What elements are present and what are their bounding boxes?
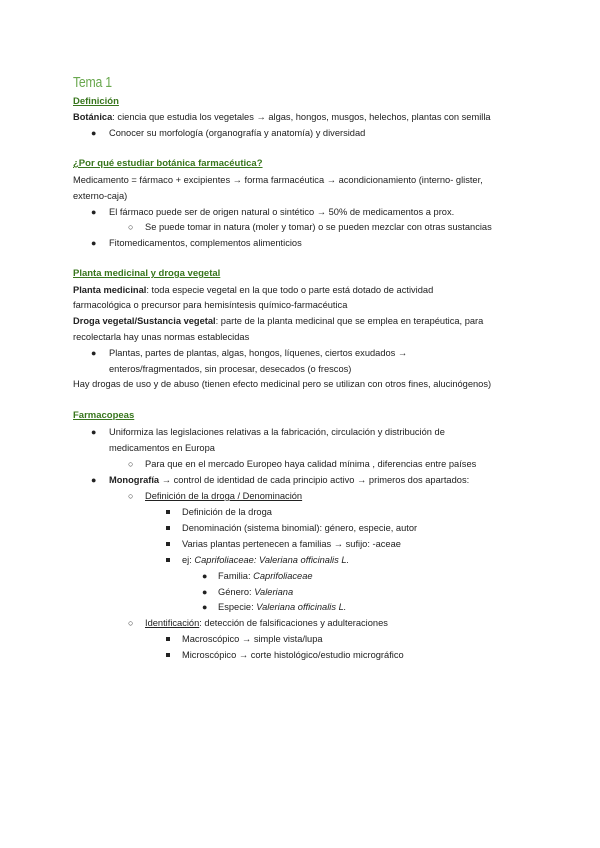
text-planta-medicinal: : toda especie vegetal en la que todo o parte está dotado de actividad [146,285,434,295]
list-item: Fitomedicamentos, complementos alimenticios [109,238,302,248]
list-item: Para que en el mercado Europeo haya calidad mínima , diferencias entre países [145,459,477,469]
list-item [218,586,293,598]
bullet-dot-icon: ● [91,348,97,358]
list-item: Se puede tomar in natura (moler y tomar) o se pueden mezclar con otras sustancias [145,222,492,232]
bullet-circle-icon: ○ [128,618,134,628]
list-item: Macroscópico → simple vista/lupa [182,634,323,644]
text-genero: Género: [218,587,255,597]
term-planta-medicinal: Planta medicinal [73,285,147,295]
bullet-square-icon [166,637,170,641]
text-botanica: : ciencia que estudia los vegetales → algas, hongos, musgos, helechos, plantas con semilla [112,112,491,122]
list-item: Microscópico → corte histológico/estudio micrográfico [182,650,404,660]
paragraph-drogas-uso: Hay drogas de uso y de abuso (tienen efecto medicinal pero se utilizan con otros fines, alucinógenos) [73,379,492,389]
bullet-square-icon [166,510,170,514]
term-monografia: Monografía [109,475,160,485]
bullet-dot-icon: ● [202,602,208,612]
bullet-dot-icon: ● [91,128,97,138]
list-item: Uniformiza las legislaciones relativas a la fabricación, circulación y distribución de [109,427,445,437]
list-item: Denominación (sistema binomial): género, especie, autor [182,523,418,533]
bullet-square-icon [166,558,170,562]
text-monografia: → control de identidad de cada principio activo → primeros dos apartados: [159,475,470,485]
list-item: Conocer su morfología (organografía y anatomía) y diversidad [109,128,366,138]
list-item: Definición de la droga / Denominación [145,491,303,501]
text-especie: Especie: [218,602,257,612]
heading-definicion: Definición [73,96,119,107]
text-especie-value: Valeriana officinalis L. [256,602,347,612]
heading-planta-medicinal: Planta medicinal y droga vegetal [73,268,221,279]
term-identificacion: Identificación [145,618,200,628]
text-familia: Familia: [218,571,254,581]
text-droga-vegetal: : parte de la planta medicinal que se emplea en terapéutica, para [215,316,484,326]
paragraph-droga-vegetal [73,315,483,327]
paragraph-planta-medicinal-cont: farmacológica o precursor para hemisíntesis químico-farmacéutica [73,300,348,310]
paragraph-planta-medicinal [73,284,433,296]
bullet-dot-icon: ● [202,587,208,597]
text-species: Caprifoliaceae: Valeriana officinalis L. [194,555,350,565]
bullet-dot-icon: ● [91,427,97,437]
list-item-monografia [109,474,469,486]
list-item-cont: medicamentos en Europa [109,443,215,453]
list-item [182,554,349,566]
text-genero-value: Valeriana [254,587,294,597]
bullet-square-icon [166,526,170,530]
bullet-dot-icon: ● [91,207,97,217]
bullet-square-icon [166,542,170,546]
bullet-dot-icon: ● [202,571,208,581]
paragraph-droga-vegetal-cont: recolectarla hay unas normas establecidas [73,332,250,342]
bullet-circle-icon: ○ [128,491,134,501]
list-item: Varias plantas pertenecen a familias → sufijo: -aceae [182,539,401,549]
heading-por-que: ¿Por qué estudiar botánica farmacéutica? [73,158,263,169]
bullet-dot-icon: ● [91,475,97,485]
list-item: Plantas, partes de plantas, algas, hongos, líquenes, ciertos exudados → [109,348,408,358]
list-item [218,601,346,613]
text-ej: ej: [182,555,195,565]
list-item: Definición de la droga [182,507,272,517]
bullet-circle-icon: ○ [128,459,134,469]
text-familia-value: Caprifoliaceae [253,571,313,581]
term-botanica: Botánica [73,112,113,122]
bullet-circle-icon: ○ [128,222,134,232]
heading-farmacopeas: Farmacopeas [73,410,135,421]
term-droga-vegetal: Droga vegetal/Sustancia vegetal [73,316,216,326]
list-item-identificacion [145,617,388,629]
bullet-dot-icon: ● [91,238,97,248]
paragraph-medicamento-cont: externo-caja) [73,191,128,201]
bullet-square-icon [166,653,170,657]
paragraph-medicamento: Medicamento = fármaco + excipientes → forma farmacéutica → acondicionamiento (interno- glister, [73,175,483,185]
list-item: El fármaco puede ser de origen natural o sintético → 50% de medicamentos a prox. [109,207,455,217]
page-title: Tema 1 [73,74,112,91]
list-item-cont: enteros/fragmentados, sin procesar, desecados (o frescos) [109,364,352,374]
paragraph-botanica [73,111,491,123]
list-item [218,570,313,582]
text-identificacion: : detección de falsificaciones y adulteraciones [199,618,388,628]
